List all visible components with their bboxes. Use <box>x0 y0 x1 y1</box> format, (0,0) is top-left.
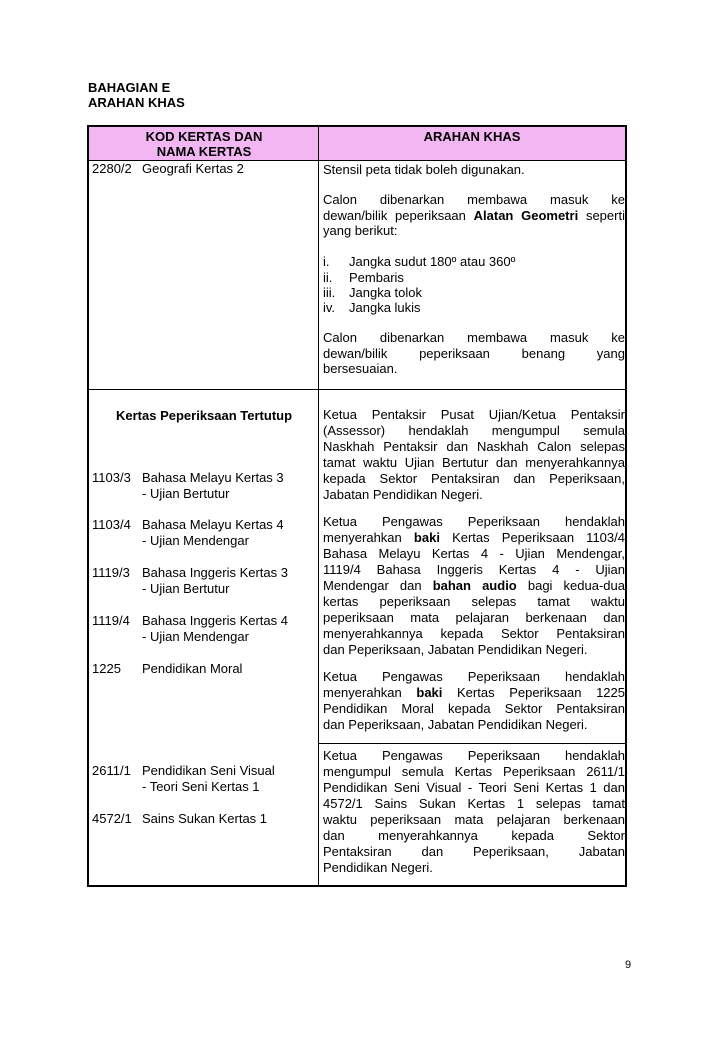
column-divider <box>318 127 319 885</box>
paper-name: Bahasa Inggeris Kertas 3 <box>142 565 288 580</box>
instruction-text: peperiksaan mata pelajaran berkenaan dan <box>323 610 625 625</box>
instruction-text: Naskhah Pentaksir dan Naskhah Calon selepas <box>323 439 625 454</box>
instruction-text: Calon dibenarkan membawa masuk ke <box>323 330 625 345</box>
list-num: ii. <box>323 270 333 285</box>
col1-header-line2: NAMA KERTAS <box>156 144 252 159</box>
instruction-text: Ketua Pengawas Peperiksaan hendaklah <box>323 514 625 529</box>
list-text: Jangka sudut 180º atau 360º <box>349 254 516 269</box>
section-heading <box>88 80 185 110</box>
list-text: Jangka lukis <box>349 300 421 315</box>
paper-code: 1119/4 <box>92 613 130 628</box>
instruction-text: bersesuaian. <box>323 361 398 376</box>
row-divider <box>89 389 625 390</box>
paper-name: - Ujian Bertutur <box>142 581 230 596</box>
instruction-text: Pendidikan Negeri. <box>323 860 433 875</box>
instruction-text: Pentaksiran dan Peperiksaan, Jabatan <box>323 844 625 859</box>
instruction-text: Bahasa Melayu Kertas 4 - Ujian Mendengar, <box>323 546 625 561</box>
paper-name: Bahasa Inggeris Kertas 4 <box>142 613 288 628</box>
paper-name: Pendidikan Moral <box>142 661 243 676</box>
paper-code: 1103/4 <box>92 517 131 532</box>
instruction-text: Ketua Pentaksir Pusat Ujian/Ketua Pentaksir <box>323 407 625 422</box>
instruction-text: yang berikut: <box>323 223 398 238</box>
paper-name: Bahasa Melayu Kertas 4 <box>142 517 284 532</box>
paper-name: - Ujian Mendengar <box>142 629 249 644</box>
instruction-text: menyerahkan baki Kertas Peperiksaan 1103/4 <box>323 530 625 545</box>
instruction-text: dan menyerahkannya kepada Sektor <box>323 828 625 843</box>
paper-code: 2280/2 <box>92 161 132 176</box>
row-divider <box>319 743 625 744</box>
instruction-text: Stensil peta tidak boleh digunakan. <box>323 162 525 177</box>
list-text: Jangka tolok <box>349 285 422 300</box>
instruction-text: mengumpul semula Kertas Peperiksaan 2611/1 <box>323 764 625 779</box>
paper-code: 1119/3 <box>92 565 130 580</box>
instruction-text: dan Peperiksaan, Jabatan Pendidikan Negeri. <box>323 717 588 732</box>
instruction-text: kepada Sektor Pentaksiran dan Peperiksaan, <box>323 471 625 486</box>
instruction-text: Pendidikan Moral kepada Sektor Pentaksiran <box>323 701 625 716</box>
instruction-text: Pendidikan Seni Visual - Teori Seni Kertas 1 dan <box>323 780 625 795</box>
group-title: Kertas Peperiksaan Tertutup <box>116 408 293 423</box>
paper-name: Geografi Kertas 2 <box>142 161 244 176</box>
paper-code: 1103/3 <box>92 470 131 485</box>
col2-header: ARAHAN KHAS <box>423 129 521 144</box>
section-title: BAHAGIAN E <box>88 80 171 95</box>
instruction-text: dan Peperiksaan, Jabatan Pendidikan Negeri. <box>323 642 588 657</box>
instruction-text: 4572/1 Sains Sukan Kertas 1 selepas tamat <box>323 796 625 811</box>
paper-name: Bahasa Melayu Kertas 3 <box>142 470 284 485</box>
instruction-text: (Assessor) hendaklah mengumpul semula <box>323 423 625 438</box>
paper-name: Pendidikan Seni Visual <box>142 763 275 778</box>
table-header <box>89 127 625 161</box>
paper-name: Sains Sukan Kertas 1 <box>142 811 268 826</box>
list-num: i. <box>323 254 330 269</box>
paper-code: 1225 <box>92 661 121 676</box>
instruction-text: Mendengar dan bahan audio bagi kedua-dua <box>323 578 625 593</box>
section-subtitle: ARAHAN KHAS <box>88 95 185 110</box>
instruction-text: waktu peperiksaan mata pelajaran berkenaan <box>323 812 625 827</box>
list-text: Pembaris <box>349 270 404 285</box>
paper-name: - Ujian Mendengar <box>142 533 249 548</box>
instruction-text: Ketua Pengawas Peperiksaan hendaklah <box>323 748 625 763</box>
col1-header <box>89 127 319 160</box>
list-num: iii. <box>323 285 336 300</box>
instruction-text: menyerahkan baki Kertas Peperiksaan 1225 <box>323 685 625 700</box>
instruction-text: Jabatan Pendidikan Negeri. <box>323 487 483 502</box>
paper-code: 4572/1 <box>92 811 132 826</box>
paper-code: 2611/1 <box>92 763 131 778</box>
page-number: 9 <box>625 959 632 971</box>
instruction-text: dewan/bilik peperiksaan benang yang <box>323 346 625 361</box>
col1-header-line1: KOD KERTAS DAN <box>145 129 263 144</box>
instructions-table <box>87 125 627 887</box>
instruction-text: Calon dibenarkan membawa masuk ke <box>323 192 625 207</box>
instruction-text: dewan/bilik peperiksaan Alatan Geometri seperti <box>323 208 625 223</box>
instruction-text: menyerahkannya kepada Sektor Pentaksiran <box>323 626 625 641</box>
paper-name: - Teori Seni Kertas 1 <box>142 779 260 794</box>
instruction-text: 1119/4 Bahasa Inggeris Kertas 4 - Ujian <box>323 562 625 577</box>
paper-name: - Ujian Bertutur <box>142 486 230 501</box>
instruction-text: Ketua Pengawas Peperiksaan hendaklah <box>323 669 625 684</box>
instruction-text: tamat waktu Ujian Bertutur dan menyerahkannya <box>323 455 625 470</box>
instruction-text: kertas peperiksaan selepas tamat waktu <box>323 594 625 609</box>
list-num: iv. <box>323 300 336 315</box>
